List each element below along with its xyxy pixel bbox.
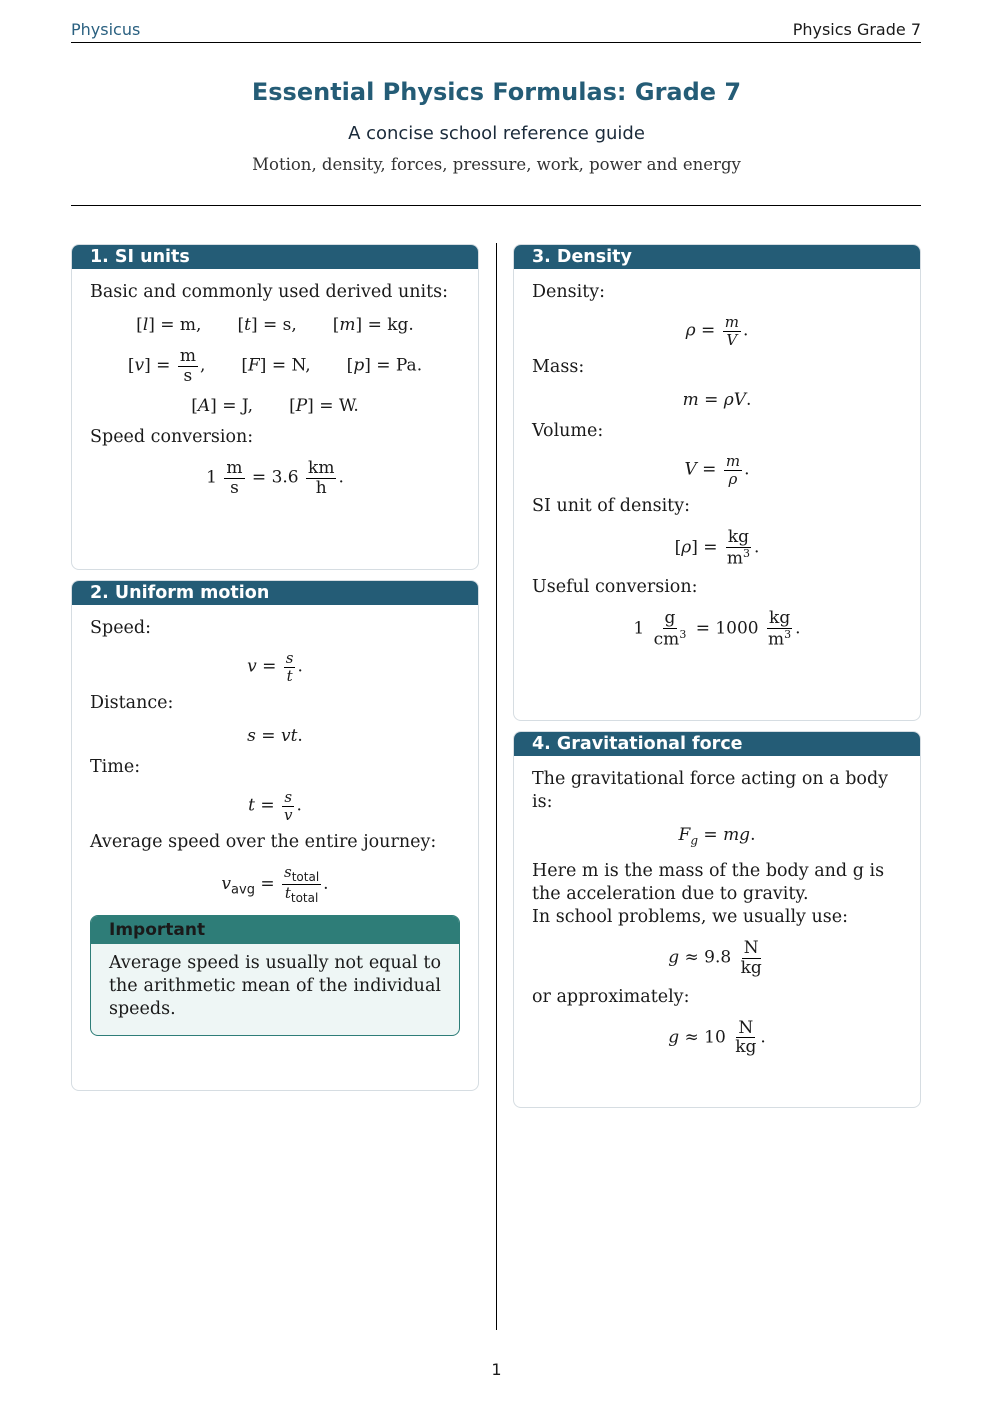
important-callout <box>90 915 460 1036</box>
page-number: 1 <box>491 1360 502 1379</box>
important-title: Important <box>91 916 459 944</box>
si-units-box <box>71 244 479 570</box>
eq-density: ρ = $\frac{m}{V}$ . <box>685 313 749 349</box>
speed-label: Speed: <box>90 618 152 638</box>
approx-label: or approximately: <box>532 986 690 1007</box>
gravity-box <box>513 731 921 1108</box>
eq-gravity: $F_g$ = mg. <box>678 825 756 848</box>
column-divider <box>496 243 497 1330</box>
volume-label: Volume: <box>532 421 604 441</box>
average-speed-label: Average speed over the entire journey: <box>90 832 437 852</box>
gravity-explanation: Here m is the mass of the body and g is the acceleration due to gravity. <box>532 861 885 905</box>
header-course: Physics Grade 7 <box>792 20 921 39</box>
eq-g-approx: g ≈ 10 $\frac{N}{kg}$ . <box>668 1017 766 1058</box>
page-title: Essential Physics Formulas: Grade 7 <box>251 78 742 106</box>
eq-energy-units: [A] = J, [P] = W. <box>191 396 359 417</box>
topics-line: Motion, density, forces, pressure, work, power and energy <box>252 155 741 174</box>
density-box <box>513 244 921 721</box>
eq-distance: s = vt. <box>247 726 303 746</box>
eq-density-conversion: 1 $\frac{g}{cm^3}$ = 1000 $\frac{kg}{m^3}$ . <box>633 608 801 650</box>
page-subtitle: A concise school reference guide <box>348 123 645 144</box>
important-text: Average speed is usually not equal to the arithmetic mean of the individual speeds. <box>109 953 441 1020</box>
eq-derived-units: [v] = $\frac{m}{s}$ , [F] = N, [p] = Pa. <box>127 346 423 386</box>
time-label: Time: <box>90 757 141 777</box>
conversion-label: Useful conversion: <box>532 577 698 598</box>
eq-g-value: g ≈ 9.8 $\frac{N}{kg}$ <box>668 938 762 979</box>
speed-conversion-label: Speed conversion: <box>90 427 254 448</box>
eq-average-speed: $v_{avg}$ = $\frac{s_{total}}{t_{total}}$ . <box>221 863 329 906</box>
eq-speed: v = $\frac{s}{t}$ . <box>247 649 303 685</box>
eq-speed-conversion: 1 $\frac{m}{s}$ = 3.6 $\frac{km}{h}$ . <box>206 458 344 499</box>
eq-time: t = $\frac{s}{v}$ . <box>248 788 302 824</box>
density-heading: 3. Density <box>514 245 920 269</box>
gravity-intro: The gravitational force acting on a body is: <box>532 769 889 812</box>
si-units-heading: 1. SI units <box>72 245 478 269</box>
gravity-heading: 4. Gravitational force <box>514 732 920 756</box>
density-label: Density: <box>532 282 606 302</box>
eq-mass: m = ρV. <box>682 390 752 410</box>
school-value-label: In school problems, we usually use: <box>532 907 848 928</box>
eq-density-unit: [ρ] = $\frac{kg}{m^3}$ . <box>674 527 760 569</box>
eq-volume: V = $\frac{m}{\rho}$ . <box>684 452 750 488</box>
si-units-intro: Basic and commonly used derived units: <box>90 282 449 302</box>
mass-label: Mass: <box>532 357 585 377</box>
title-divider <box>71 205 921 206</box>
eq-base-units: [l] = m, [t] = s, [m] = kg. <box>136 315 414 335</box>
uniform-motion-box <box>71 580 479 1091</box>
header-divider <box>71 42 921 43</box>
distance-label: Distance: <box>90 693 174 713</box>
si-unit-density-label: SI unit of density: <box>532 496 690 516</box>
uniform-motion-heading: 2. Uniform motion <box>72 581 478 605</box>
header-brand: Physicus <box>71 20 141 39</box>
